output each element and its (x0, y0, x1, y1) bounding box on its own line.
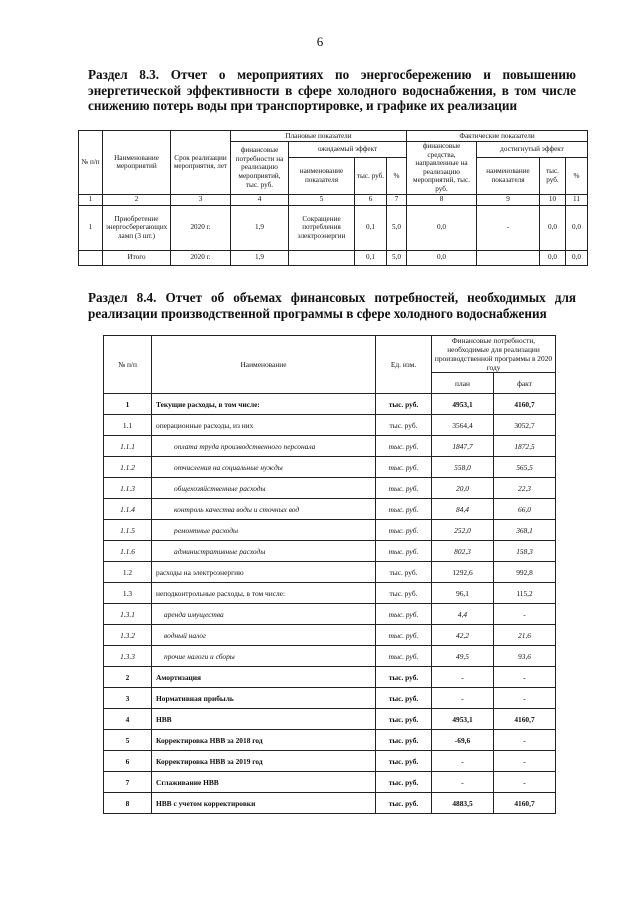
header-name: Наименование (152, 336, 376, 394)
cell-num: 1.1.2 (104, 457, 152, 478)
cell: 5,0 (387, 250, 407, 265)
cell: 0,1 (355, 250, 387, 265)
col-num: 1 (79, 194, 103, 205)
table-row (104, 604, 556, 625)
cell-plan: 1847,7 (432, 436, 494, 457)
cell-num: 1.3.2 (104, 625, 152, 646)
cell-name: НВВ с учетом корректировки (152, 793, 376, 814)
table-row (104, 625, 556, 646)
cell-num: 1.3 (104, 583, 152, 604)
table-row (104, 562, 556, 583)
table-row (104, 751, 556, 772)
table-row (104, 709, 556, 730)
cell-num: 1.1 (104, 415, 152, 436)
table-row (104, 646, 556, 667)
section-8-4-title: Раздел 8.4. Отчет об объемах финансовых потребностей, необходимых для реализации производственной программы в сфере холодного водоснабжения (88, 290, 576, 321)
cell-num: 3 (104, 688, 152, 709)
cell: 1,9 (231, 250, 289, 265)
table-row (104, 394, 556, 415)
cell-unit: тыс. руб. (376, 415, 432, 436)
cell-name: неподконтрольные расходы, в том числе: (152, 583, 376, 604)
table-row (104, 436, 556, 457)
cell-name: Корректировка НВВ за 2018 год (152, 730, 376, 751)
cell-num: 1.2 (104, 562, 152, 583)
cell-unit: тыс. руб. (376, 541, 432, 562)
cell-fact: - (494, 688, 556, 709)
energy-saving-table (78, 130, 588, 266)
cell: 0,0 (407, 250, 477, 265)
cell-unit: тыс. руб. (376, 772, 432, 793)
cell-num: 1 (104, 394, 152, 415)
cell-fact: 4160,7 (494, 709, 556, 730)
cell-fact: - (494, 751, 556, 772)
cell (289, 250, 355, 265)
cell-fact: 115,2 (494, 583, 556, 604)
financial-needs-table (103, 335, 556, 814)
cell-name: ремонтные расходы (152, 520, 376, 541)
cell-num: 2 (104, 667, 152, 688)
cell-plan: 1292,6 (432, 562, 494, 583)
cell: 0,0 (566, 250, 588, 265)
cell-num: 4 (104, 709, 152, 730)
col-num: 8 (407, 194, 477, 205)
cell-fact: 3052,7 (494, 415, 556, 436)
cell (477, 250, 540, 265)
cell: 0,0 (407, 205, 477, 250)
cell-fact: 1872,5 (494, 436, 556, 457)
cell (79, 250, 103, 265)
cell-num: 1.1.3 (104, 478, 152, 499)
cell-name: общехозяйственные расходы (152, 478, 376, 499)
cell-name: расходы на электроэнергию (152, 562, 376, 583)
cell-plan: 252,0 (432, 520, 494, 541)
section-8-3-title: Раздел 8.3. Отчет о мероприятиях по энергосбережению и повышению энергетической эффективности в сфере холодного водоснабжения, в том числе снижению потерь воды при транспортировке, и графике их реализации (88, 67, 576, 114)
header-fact: факт (494, 373, 556, 394)
cell-unit: тыс. руб. (376, 709, 432, 730)
header-unit: Ед. изм. (376, 336, 432, 394)
table-row (104, 583, 556, 604)
col-num: 6 (355, 194, 387, 205)
cell-fact: - (494, 604, 556, 625)
cell-num: 1.3.1 (104, 604, 152, 625)
header-actual: Фактические показатели (407, 131, 588, 142)
cell: 0,1 (355, 205, 387, 250)
cell-name: Нормативная прибыль (152, 688, 376, 709)
cell: Приобретение энергосберегающих ламп (3 шт.) (103, 205, 171, 250)
cell-num: 1.1.1 (104, 436, 152, 457)
cell-unit: тыс. руб. (376, 625, 432, 646)
col-num: 3 (171, 194, 231, 205)
cell-num: 5 (104, 730, 152, 751)
page-number: 6 (316, 34, 324, 49)
cell: 2020 г. (171, 205, 231, 250)
cell-plan: 3564,4 (432, 415, 494, 436)
cell-unit: тыс. руб. (376, 730, 432, 751)
cell-fact: 565,5 (494, 457, 556, 478)
cell-fact: - (494, 730, 556, 751)
cell-plan: - (432, 688, 494, 709)
cell-plan: 4883,5 (432, 793, 494, 814)
header-plan-fin: финансовые потребности на реализацию мероприятий, тыс. руб. (231, 142, 289, 195)
cell-name: операционные расходы, из них (152, 415, 376, 436)
table-row (104, 688, 556, 709)
header-num: № п/п (104, 336, 152, 394)
cell-num: 8 (104, 793, 152, 814)
cell-unit: тыс. руб. (376, 562, 432, 583)
header-ind-name-2: наименование показателя (477, 158, 540, 195)
cell-fact: 66,0 (494, 499, 556, 520)
cell-unit: тыс. руб. (376, 457, 432, 478)
col-num: 4 (231, 194, 289, 205)
cell-name: отчисления на социальные нужды (152, 457, 376, 478)
cell-unit: тыс. руб. (376, 667, 432, 688)
cell-plan: 4953,1 (432, 394, 494, 415)
table-row (104, 730, 556, 751)
header-rub-2: тыс. руб. (540, 158, 566, 195)
cell-name: административные расходы (152, 541, 376, 562)
cell: Итого (103, 250, 171, 265)
cell-num: 1.1.6 (104, 541, 152, 562)
cell: 5,0 (387, 205, 407, 250)
table-row (104, 478, 556, 499)
cell-unit: тыс. руб. (376, 604, 432, 625)
cell-num: 6 (104, 751, 152, 772)
cell-unit: тыс. руб. (376, 478, 432, 499)
cell-num: 1.3.3 (104, 646, 152, 667)
cell-fact: 93,6 (494, 646, 556, 667)
cell-plan: 84,4 (432, 499, 494, 520)
table-row (104, 541, 556, 562)
cell-plan: 4953,1 (432, 709, 494, 730)
cell-unit: тыс. руб. (376, 436, 432, 457)
col-num: 10 (540, 194, 566, 205)
cell-unit: тыс. руб. (376, 751, 432, 772)
header-term: Срок реализации мероприятия, лет (171, 131, 231, 195)
cell-plan: 96,1 (432, 583, 494, 604)
cell-name: контроль качества воды и сточных вод (152, 499, 376, 520)
cell-name: Амортизация (152, 667, 376, 688)
cell-unit: тыс. руб. (376, 499, 432, 520)
header-name: Наименование мероприятий (103, 131, 171, 195)
cell-plan: 49,5 (432, 646, 494, 667)
cell-unit: тыс. руб. (376, 793, 432, 814)
cell-unit: тыс. руб. (376, 394, 432, 415)
table-row (104, 793, 556, 814)
cell-unit: тыс. руб. (376, 688, 432, 709)
header-expected: ожидаемый эффект (289, 142, 407, 158)
cell-fact: 158,3 (494, 541, 556, 562)
cell-fact: 4160,7 (494, 793, 556, 814)
cell-plan: - (432, 667, 494, 688)
table-row (104, 415, 556, 436)
header-num: № п/п (79, 131, 103, 195)
cell-name: Текущие расходы, в том числе: (152, 394, 376, 415)
table-row (104, 667, 556, 688)
cell: - (477, 205, 540, 250)
cell-plan: 558,0 (432, 457, 494, 478)
cell-fact: - (494, 772, 556, 793)
cell-name: НВВ (152, 709, 376, 730)
col-num: 11 (566, 194, 588, 205)
col-num: 5 (289, 194, 355, 205)
column-number-row (79, 194, 588, 205)
cell-plan: 802,3 (432, 541, 494, 562)
cell-plan: 4,4 (432, 604, 494, 625)
header-rub: тыс. руб. (355, 158, 387, 195)
header-plan: план (432, 373, 494, 394)
cell-plan: - (432, 772, 494, 793)
header-fin: Финансовые потребности, необходимые для реализации производственной программы в 2020 году (432, 336, 556, 373)
col-num: 9 (477, 194, 540, 205)
cell-fact: 21,6 (494, 625, 556, 646)
col-num: 7 (387, 194, 407, 205)
cell-unit: тыс. руб. (376, 646, 432, 667)
cell: 1,9 (231, 205, 289, 250)
header-pct-2: % (566, 158, 588, 195)
cell-name: Сглаживание НВВ (152, 772, 376, 793)
table-row (104, 772, 556, 793)
cell: 1 (79, 205, 103, 250)
cell-fact: 992,8 (494, 562, 556, 583)
header-achieved: достигнутый эффект (477, 142, 588, 158)
cell-plan: 20,0 (432, 478, 494, 499)
table-row (104, 457, 556, 478)
cell: 0,0 (566, 205, 588, 250)
cell-fact: 4160,7 (494, 394, 556, 415)
header-fact-fin: финансовые средства, направленные на реализацию мероприятий, тыс. руб. (407, 142, 477, 195)
cell-name: оплата труда производственного персонала (152, 436, 376, 457)
cell-plan: -69,6 (432, 730, 494, 751)
cell-name: аренда имущества (152, 604, 376, 625)
header-ind-name: наименование показателя (289, 158, 355, 195)
cell-num: 7 (104, 772, 152, 793)
cell: Сокращение потребления электроэнергии (289, 205, 355, 250)
table-row (104, 520, 556, 541)
header-planned: Плановые показатели (231, 131, 407, 142)
cell: 0,0 (540, 250, 566, 265)
cell-name: Корректировка НВВ за 2019 год (152, 751, 376, 772)
cell: 2020 г. (171, 250, 231, 265)
cell-plan: 42,2 (432, 625, 494, 646)
table-row (79, 205, 588, 250)
table-row (104, 499, 556, 520)
cell-fact: - (494, 667, 556, 688)
cell-num: 1.1.5 (104, 520, 152, 541)
cell-unit: тыс. руб. (376, 583, 432, 604)
table-row-total (79, 250, 588, 265)
cell: 0,0 (540, 205, 566, 250)
cell-name: прочие налоги и сборы (152, 646, 376, 667)
cell-unit: тыс. руб. (376, 520, 432, 541)
cell-name: водный налог (152, 625, 376, 646)
cell-plan: - (432, 751, 494, 772)
cell-fact: 368,1 (494, 520, 556, 541)
header-pct: % (387, 158, 407, 195)
col-num: 2 (103, 194, 171, 205)
cell-num: 1.1.4 (104, 499, 152, 520)
cell-fact: 22,3 (494, 478, 556, 499)
